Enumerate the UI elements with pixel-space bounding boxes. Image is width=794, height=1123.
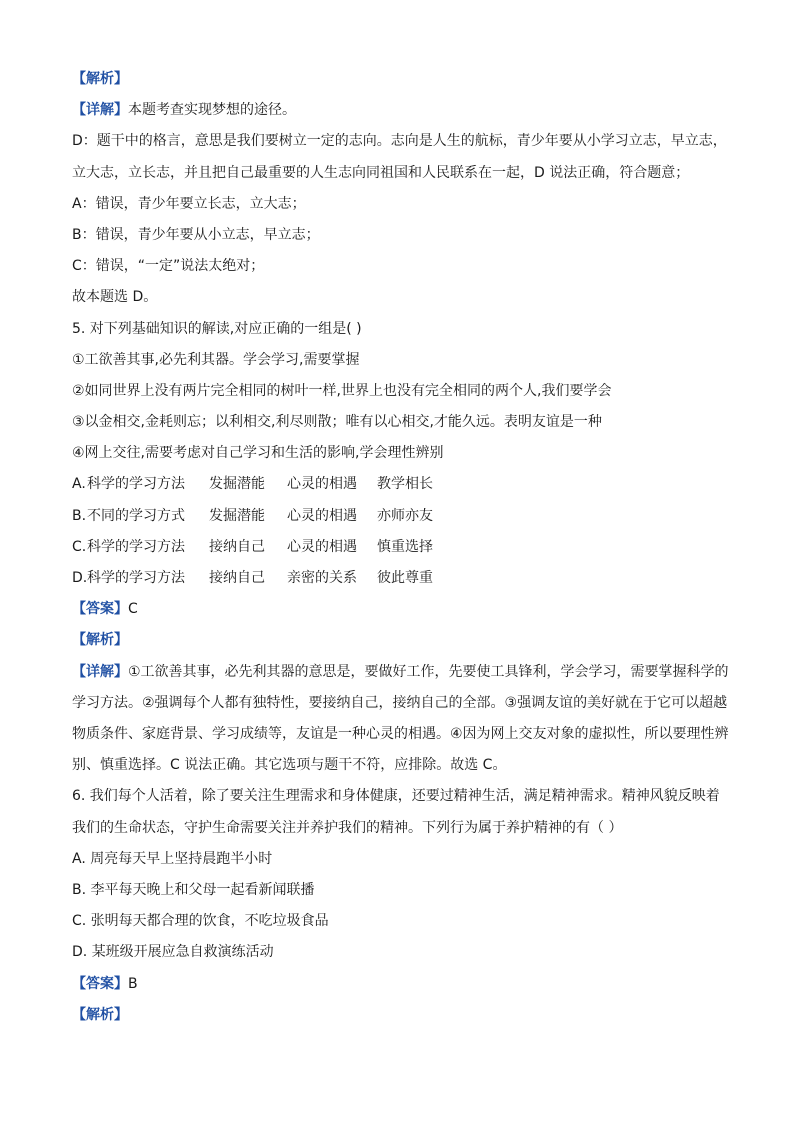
q5-option-a: A. 科学的学习方法 发掘潜能 心灵的相遇 教学相长: [72, 476, 433, 493]
q5-answer: [72, 594, 732, 625]
detail-tag: 【详解】: [72, 102, 128, 119]
q4-detail-intro: [72, 95, 732, 126]
document-content: [72, 64, 732, 1031]
q4-c-explain: C：错误，“一定”说法太绝对；: [72, 258, 265, 275]
answer-value: C: [128, 601, 138, 618]
q5-detail: [72, 657, 732, 782]
q5-stem: 5. 对下列基础知识的解读,对应正确的一组是( ): [72, 320, 362, 337]
answer-tag: 【答案】: [72, 601, 128, 618]
analysis-tag: 【解析】: [72, 632, 128, 649]
q5-analysis-heading: [72, 625, 732, 656]
q5-option-b: B. 不同的学习方式 发掘潜能 心灵的相遇 亦师亦友: [72, 507, 433, 524]
analysis-tag: 【解析】: [72, 71, 128, 87]
detail-intro-text: 本题考查实现梦想的途径。: [128, 102, 296, 119]
q5-item-2: ②如同世界上没有两片完全相同的树叶一样,世界上也没有完全相同的两个人,我们要学会: [72, 382, 612, 399]
q6-option-c: C. 张明每天都合理的饮食，不吃垃圾食品: [72, 913, 329, 930]
q5-item-4: ④网上交往,需要考虑对自己学习和生活的影响,学会理性辨别: [72, 445, 444, 462]
q6-answer: [72, 969, 732, 1000]
q4-analysis-heading: [72, 64, 732, 95]
q4-a-explain: A：错误，青少年要立长志，立大志；: [72, 195, 306, 212]
answer-value: B: [128, 975, 138, 992]
q6-analysis-heading: [72, 1000, 732, 1031]
analysis-tag: 【解析】: [72, 1006, 128, 1023]
q6-option-a: A. 周亮每天早上坚持晨跑半小时: [72, 850, 273, 867]
q4-conclusion: 故本题选 D。: [72, 289, 158, 306]
q5-option-c: C. 科学的学习方法 接纳自己 心灵的相遇 慎重选择: [72, 538, 433, 555]
answer-tag: 【答案】: [72, 975, 128, 992]
detail-tag: 【详解】: [72, 663, 128, 680]
q5-item-3: ③以金相交,金耗则忘；以利相交,利尽则散；唯有以心相交,才能久远。表明友谊是一种: [72, 414, 602, 431]
q6-option-b: B. 李平每天晚上和父母一起看新闻联播: [72, 882, 315, 898]
q6-stem: 6. 我们每个人活着，除了要关注生理需求和身体健康，还要过精神生活，满足精神需求。精神风貌反映着我们的生命状态，守护生命需要关注并养护我们的精神。下列行为属于养护精神的有（ ）: [72, 788, 720, 836]
detail-text: ①工欲善其事，必先利其器的意思是，要做好工作，先要使工具锋利，学会学习，需要掌握科学的学习方法。②强调每个人都有独特性，要接纳自己，接纳自己的全部。③强调友谊的美好就在于它可以超越物质条件、家庭背景、学习成绩等，友谊是一种心灵的相遇。④因为网上交友对象的虚拟性，所以要理性辨别、慎重选择。C 说法正确。其它选项与题干不符，应排除。故选 C。: [72, 663, 729, 774]
q4-d-explain: D：题干中的格言，意思是我们要树立一定的志向。志向是人生的航标，青少年要从小学习立志，早立志，立大志，立长志，并且把自己最重要的人生志向同祖国和人民联系在一起，D 说法正确，符合题意；: [72, 133, 727, 181]
q6-option-d: D. 某班级开展应急自救演练活动: [72, 944, 274, 961]
q5-item-1: ①工欲善其事,必先利其器。学会学习,需要掌握: [72, 351, 360, 368]
q5-option-d: D. 科学的学习方法 接纳自己 亲密的关系 彼此尊重: [72, 570, 433, 587]
q4-b-explain: B：错误，青少年要从小立志，早立志；: [72, 226, 320, 243]
